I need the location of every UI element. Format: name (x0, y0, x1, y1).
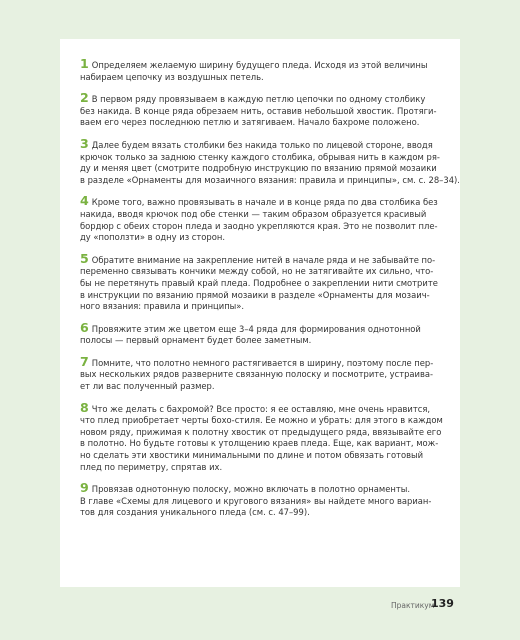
step-line-text: Провяжите этим же цветом еще 3–4 ряда для формирования однотонной (91, 323, 421, 334)
step-text-line (80, 250, 442, 267)
step-text-line (80, 266, 442, 278)
step-text-line (80, 507, 442, 519)
page-sheet (60, 39, 460, 587)
step-line-text: без накида. В конце ряда обрезаем нить, оставив небольшой хвостик. Протяги- (80, 105, 437, 116)
step-text-line (80, 163, 442, 175)
step-line-text: ного вязания: правила и принципы». (80, 301, 245, 312)
step-line-text: Провязав однотонную полоску, можно включать в полотно орнаменты. (91, 484, 410, 495)
step-line-text: крючок только за заднюю стенку каждого столбика, обрывая нить в каждом ря- (80, 151, 440, 162)
step-line-text: что плед приобретает черты бохо-стиля. Ее можно и убрать: для этого в каждом (80, 415, 443, 426)
step-text-line (80, 301, 442, 313)
step-number: 3 (80, 135, 89, 151)
step-line-text: переменно связывать кончики между собой, но не затягивайте их сильно, что- (80, 266, 434, 277)
step-line-text: плед по периметру, спрятав их. (80, 461, 223, 472)
step-line-text: ет ли вас полученный размер. (80, 381, 215, 392)
step-text-line (80, 195, 442, 209)
step-text-line (80, 353, 442, 370)
step-number: 9 (80, 480, 89, 496)
step-text-line (80, 174, 460, 187)
step-text-line (80, 415, 442, 427)
step-text-line (80, 209, 442, 221)
step-text-line (80, 135, 442, 152)
step-paragraph (80, 58, 442, 83)
step-line-text: в разделе «Орнаменты для мозаичного вязания: правила и принципы», см. с. 28–34). (80, 174, 460, 185)
step-text-line (80, 278, 442, 290)
step-line-text: тов для создания уникального пледа (см. с. 47–99). (80, 507, 310, 518)
step-text-line (80, 319, 442, 336)
step-line-text: Что же делать с бахромой? Все просто: я ее оставляю, мне очень нравится, (91, 403, 431, 414)
step-line-text: ваем его через последнюю петлю и затягиваем. Начало бахроме положено. (80, 117, 420, 128)
step-paragraph (80, 92, 442, 129)
step-paragraph (80, 195, 442, 243)
step-line-text: Помните, что полотно немного растягивается в ширину, поэтому после пер- (91, 357, 434, 368)
step-text-line (80, 438, 442, 450)
step-paragraph (80, 135, 460, 186)
step-number: 5 (80, 250, 89, 266)
step-line-text: Далее будем вязать столбики без накида только по лицевой стороне, вводя (91, 139, 433, 150)
page-number: 139 (431, 597, 454, 610)
step-line-text: полосы — первый орнамент будет более заметным. (80, 335, 312, 346)
step-line-text: набираем цепочку из воздушных петель. (80, 71, 264, 82)
step-text-line (80, 58, 442, 72)
step-line-text: ду и меняя цвет (смотрите подробную инструкцию по вязанию прямой мозаики (80, 163, 437, 174)
step-line-text: В первом ряду провязываем в каждую петлю цепочки по одному столбику (91, 94, 426, 105)
step-text-line (80, 117, 442, 129)
step-line-text: вых нескольких рядов разверните связанную полоску и посмотрите, устраива- (80, 369, 434, 380)
step-text-line (80, 335, 442, 347)
step-line-text: новом ряду, прижимая к полотну хвостик от предыдущего ряда, ввязывайте его (80, 426, 442, 437)
step-number: 1 (80, 56, 89, 71)
footer-section-title: Практикум (391, 601, 435, 610)
step-text-line (80, 232, 442, 244)
step-text-line (80, 462, 442, 474)
step-line-text: Кроме того, важно провязывать в начале и в конце ряда по два столбика без (91, 197, 438, 208)
step-number: 6 (80, 319, 89, 335)
step-line-text: но сделать эти хвостики минимальными по длине и потом обвязать готовый (80, 450, 424, 461)
step-text-line (80, 482, 442, 496)
step-line-text: бордюр с обеих сторон пледа и заодно укрепляются края. Это не позволит пле- (80, 220, 438, 231)
step-text-line (80, 496, 442, 508)
step-paragraph (80, 319, 442, 347)
step-line-text: бы не перетянуть правый край пледа. Подробнее о закреплении нити смотрите (80, 277, 438, 288)
step-paragraph (80, 353, 442, 393)
step-number: 4 (80, 193, 89, 209)
step-number: 8 (80, 399, 89, 415)
step-text-line (80, 221, 442, 233)
step-line-text: в инструкции по вязанию прямой мозаики в разделе «Орнаменты для мозаич- (80, 289, 430, 300)
step-text-line (80, 92, 442, 106)
step-line-text: ду «поползти» в одну из сторон. (80, 232, 225, 243)
step-text-line (80, 381, 442, 393)
step-line-text: Определяем желаемую ширину будущего пледа. Исходя из этой величины (91, 60, 428, 70)
step-text-line (80, 427, 442, 439)
step-number: 2 (80, 90, 89, 106)
step-line-text: в полотно. Но будьте готовы к утолщению краев пледа. Еще, как вариант, мож- (80, 438, 439, 449)
step-paragraph (80, 399, 443, 474)
instruction-steps (80, 56, 460, 528)
step-text-line (80, 369, 442, 381)
step-text-line (80, 450, 442, 462)
step-text-line (80, 106, 442, 118)
step-line-text: накида, вводя крючок под обе стенки — таким образом образуется красивый (80, 208, 427, 219)
step-text-line (80, 72, 442, 84)
step-line-text: В главе «Схемы для лицевого и кругового вязания» вы найдете много вариан- (80, 495, 432, 506)
step-line-text: Обратите внимание на закрепление нитей в начале ряда и не забывайте по- (91, 254, 436, 265)
step-text-line (80, 290, 442, 302)
step-number: 7 (80, 353, 89, 369)
step-text-line (80, 399, 442, 416)
step-paragraph (80, 482, 442, 519)
step-text-line (80, 152, 442, 164)
step-paragraph (80, 250, 442, 313)
